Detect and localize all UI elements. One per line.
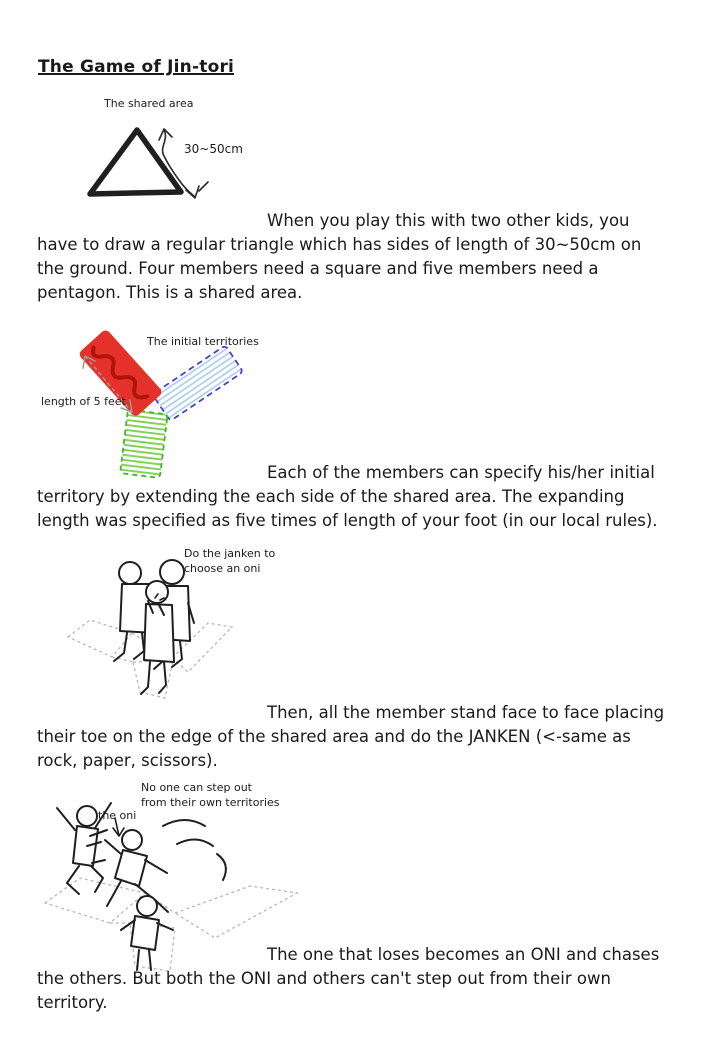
text-line: their toe on the edge of the shared area and do the JANKEN (<-same as (37, 727, 631, 746)
text-line: The one that loses becomes an ONI and chases (267, 945, 660, 964)
text-line: territory by extending the each side of the shared area. The expanding (37, 487, 625, 506)
page-title: The Game of Jin-tori (38, 57, 235, 77)
text-line: pentagon. This is a shared area. (37, 283, 303, 302)
chase-caption (141, 780, 280, 810)
foot-length-label: length of 5 feet (41, 395, 126, 408)
text-line: rock, paper, scissors). (37, 751, 218, 770)
paragraph-territory (37, 461, 658, 533)
text-line: the ground. Four members need a square and five members need a (37, 259, 599, 278)
chase-caption-line1: No one can step out (141, 781, 252, 794)
territories-caption: The initial territories (147, 335, 259, 348)
paragraph-oni (37, 943, 659, 1015)
text-line: have to draw a regular triangle which has sides of length of 30~50cm on (37, 235, 642, 254)
paragraph-intro (37, 209, 641, 305)
text-line: Each of the members can specify his/her initial (267, 463, 655, 482)
figure-initial-territories (35, 328, 275, 483)
text-line: territory. (37, 993, 108, 1012)
paragraph-janken (37, 701, 664, 773)
janken-caption-line2: choose an oni (184, 562, 261, 575)
figure-janken (60, 543, 310, 711)
side-length-label: 30~50cm (184, 142, 243, 156)
text-line: the others. But both the ONI and others can't step out from their own (37, 969, 611, 988)
chase-caption-line2: from their own territories (141, 796, 280, 809)
text-line: length was specified as five times of length of your foot (in our local rules). (37, 511, 658, 530)
oni-pointer-label: the oni (98, 809, 137, 822)
janken-caption (184, 546, 275, 576)
figure-shared-area (80, 90, 290, 215)
text-line: Then, all the member stand face to face placing (267, 703, 665, 722)
janken-caption-line1: Do the janken to (184, 547, 276, 560)
text-line: When you play this with two other kids, you (267, 211, 630, 230)
shared-area-caption: The shared area (104, 97, 194, 110)
